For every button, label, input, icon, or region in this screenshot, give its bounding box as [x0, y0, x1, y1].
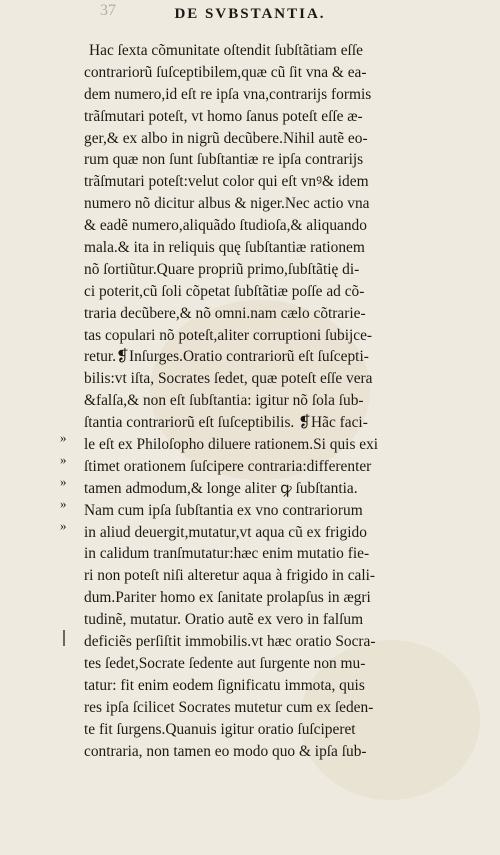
text-line: ci poterit,cũ ſoli cõpetat ſubſtãtiæ poſſe ad cõ-	[84, 282, 365, 300]
quote-mark: »	[60, 495, 67, 511]
text-line: te fit ſurgens.Quanuis igitur oratio ſuſciperet	[84, 720, 356, 738]
text-line: in calidum tranſmutatur:hæc enim mutatio fie-	[84, 545, 370, 563]
margin-stroke	[63, 630, 65, 646]
text-line: deficiẽs perſiſtit immobilis.vt hæc oratio Socra-	[84, 633, 376, 651]
text-line: in aliud deuergit,mutatur,vt aqua cũ ex frigido	[84, 523, 367, 541]
body-text	[84, 40, 470, 762]
text-line: rum quæ non ſunt ſubſtantiæ re ipſa contrarijs	[84, 151, 364, 169]
quote-mark: »	[60, 451, 67, 467]
text-line: ſtimet orationem ſuſcipere contraria:differenter	[84, 457, 372, 475]
text-line: retur.❡Inſurges.Oratio contrariorũ eſt ſuſcepti-	[84, 348, 369, 366]
text-line: tamen admodum,& longe aliter ꝙ ſubſtantia.	[84, 479, 358, 497]
margin-quote-marks	[60, 427, 67, 536]
text-line: contraria, non tamen eo modo quo & ipſa ſub-	[84, 742, 367, 760]
text-line: bilis:vt iſta, Socrates ſedet, quæ poteſt eſſe vera	[84, 370, 373, 388]
text-line: nõ ſortiũtur.Quare propriũ primo,ſubſtãtię di-	[84, 260, 360, 278]
text-line: tas copulari nõ poteſt,aliter corruptioni ſubijce-	[84, 326, 373, 344]
text-line: le eſt ex Philoſopho diluere rationem.Si quis exi	[84, 436, 379, 454]
text-line: contrariorũ ſuſceptibilem,quæ cũ ſit vna & ea-	[84, 63, 367, 81]
text-line: res ipſa ſcilicet Socrates mutetur cum ex ſeden-	[84, 698, 374, 716]
text-line: Nam cum ipſa ſubſtantia ex vno contrariorum	[84, 501, 363, 519]
text-line: trãſmutari poteſt, vt homo ſanus poteſt eſſe æ-	[84, 107, 363, 125]
running-head: DE SVBSTANTIA.	[174, 6, 326, 22]
text-line: tudinẽ, mutatur. Oratio autẽ ex vero in falſum	[84, 611, 364, 629]
text-line: &falſa,& non eſt ſubſtantia: igitur nõ ſola ſub-	[84, 392, 364, 410]
text-line: dum.Pariter homo ex ſanitate prolapſus in ægri	[84, 589, 371, 607]
text-line: mala.& ita in reliquis quę ſubſtantiæ rationem	[84, 239, 365, 257]
text-line: Hac ſexta cõmunitate oſtendit ſubſtãtiam eſſe	[89, 42, 363, 59]
text-line: numero nõ dicitur albus & niger.Nec actio vna	[84, 195, 370, 213]
text-line: traria decũbere,& nõ omni.nam cælo cõtrarie-	[84, 304, 366, 322]
text-line: dem numero,id eſt re ipſa vna,contrarijs formis	[84, 85, 372, 103]
text-line: ri non poteſt niſi alteretur aqua à frigido in cali-	[84, 567, 376, 585]
text-line: ſtantia contrariorũ eſt ſuſceptibilis. ❡Hãc faci-	[84, 414, 368, 432]
quote-mark: »	[60, 517, 67, 533]
text-line: & eadẽ numero,aliquãdo ſtudioſa,& aliquando	[84, 217, 367, 235]
quote-mark: »	[60, 430, 67, 445]
text-line: tes ſedet,Socrate ſedente aut ſurgente non mu-	[84, 654, 366, 672]
text-line: trãſmutari poteſt:velut color qui eſt vnꝰ& idem	[84, 173, 369, 191]
text-line: ger,& ex albo in nigrũ decũbere.Nihil autẽ eo-	[84, 129, 368, 147]
page-number: 37	[100, 2, 116, 19]
text-line: tatur: fit enim eodem ſignificatu immota, quis	[84, 676, 365, 694]
quote-mark: »	[60, 473, 67, 489]
